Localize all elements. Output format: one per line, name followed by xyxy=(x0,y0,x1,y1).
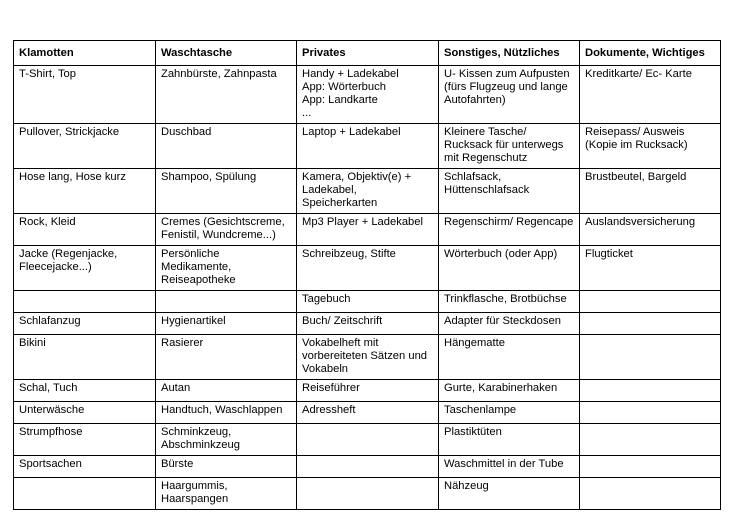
table-cell-waschtasche: Hygienartikel xyxy=(156,313,297,335)
table-cell-waschtasche: Handtuch, Waschlappen xyxy=(156,402,297,424)
table-cell-sonstiges: Kleinere Tasche/ Rucksack für unterwegs mit Regenschutz xyxy=(439,124,580,169)
table-cell-klamotten: T-Shirt, Top xyxy=(14,66,156,124)
table-cell-dokumente xyxy=(580,456,721,478)
table-cell-klamotten: Strumpfhose xyxy=(14,424,156,456)
table-cell-dokumente: Brustbeutel, Bargeld xyxy=(580,169,721,214)
table-cell-dokumente xyxy=(580,424,721,456)
table-cell-waschtasche: Duschbad xyxy=(156,124,297,169)
table-row xyxy=(14,291,721,313)
table-row xyxy=(14,380,721,402)
table-row xyxy=(14,169,721,214)
table-cell-waschtasche: Schminkzeug, Abschminkzeug xyxy=(156,424,297,456)
table-cell-waschtasche: Shampoo, Spülung xyxy=(156,169,297,214)
column-header-klamotten: Klamotten xyxy=(14,41,156,66)
column-header-dokumente: Dokumente, Wichtiges xyxy=(580,41,721,66)
table-cell-klamotten: Schlafanzug xyxy=(14,313,156,335)
table-cell-privates: Laptop + Ladekabel xyxy=(297,124,439,169)
table-row xyxy=(14,402,721,424)
table-row xyxy=(14,335,721,380)
table-cell-sonstiges: Hängematte xyxy=(439,335,580,380)
table-cell-sonstiges: Waschmittel in der Tube xyxy=(439,456,580,478)
table-cell-dokumente: Flugticket xyxy=(580,246,721,291)
table-cell-waschtasche xyxy=(156,291,297,313)
table-cell-klamotten xyxy=(14,478,156,510)
table-cell-klamotten: Unterwäsche xyxy=(14,402,156,424)
table-cell-privates: Kamera, Objektiv(e) + Ladekabel, Speicherkarten xyxy=(297,169,439,214)
table-row xyxy=(14,246,721,291)
table-cell-klamotten xyxy=(14,291,156,313)
table-header-row xyxy=(14,41,721,66)
table-cell-klamotten: Rock, Kleid xyxy=(14,214,156,246)
table-cell-dokumente: Auslandsversicherung xyxy=(580,214,721,246)
table-cell-dokumente xyxy=(580,402,721,424)
table-cell-dokumente xyxy=(580,291,721,313)
table-cell-dokumente: Kreditkarte/ Ec- Karte xyxy=(580,66,721,124)
table-row xyxy=(14,124,721,169)
table-cell-klamotten: Bikini xyxy=(14,335,156,380)
table-cell-sonstiges: Nähzeug xyxy=(439,478,580,510)
table-cell-privates: Vokabelheft mit vorbereiteten Sätzen und Vokabeln xyxy=(297,335,439,380)
table-cell-privates: Tagebuch xyxy=(297,291,439,313)
table-cell-privates xyxy=(297,478,439,510)
table-cell-privates: Mp3 Player + Ladekabel xyxy=(297,214,439,246)
table-cell-dokumente: Reisepass/ Ausweis (Kopie im Rucksack) xyxy=(580,124,721,169)
packing-list-table xyxy=(13,40,721,510)
column-header-waschtasche: Waschtasche xyxy=(156,41,297,66)
column-header-privates: Privates xyxy=(297,41,439,66)
table-cell-waschtasche: Haargummis, Haarspangen xyxy=(156,478,297,510)
table-cell-sonstiges: Gurte, Karabinerhaken xyxy=(439,380,580,402)
table-cell-privates: Adressheft xyxy=(297,402,439,424)
column-header-sonstiges: Sonstiges, Nützliches xyxy=(439,41,580,66)
table-row xyxy=(14,214,721,246)
table-cell-sonstiges: Trinkflasche, Brotbüchse xyxy=(439,291,580,313)
table-cell-privates: Handy + Ladekabel App: Wörterbuch App: Landkarte ... xyxy=(297,66,439,124)
table-cell-klamotten: Hose lang, Hose kurz xyxy=(14,169,156,214)
table-cell-waschtasche: Autan xyxy=(156,380,297,402)
table-cell-sonstiges: Schlafsack, Hüttenschlafsack xyxy=(439,169,580,214)
table-cell-sonstiges: Regenschirm/ Regencape xyxy=(439,214,580,246)
table-row xyxy=(14,478,721,510)
table-cell-sonstiges: Plastiktüten xyxy=(439,424,580,456)
table-cell-privates: Buch/ Zeitschrift xyxy=(297,313,439,335)
table-cell-dokumente xyxy=(580,478,721,510)
table-cell-waschtasche: Rasierer xyxy=(156,335,297,380)
table-body xyxy=(14,66,721,510)
table-row xyxy=(14,313,721,335)
table-cell-klamotten: Pullover, Strickjacke xyxy=(14,124,156,169)
table-row xyxy=(14,66,721,124)
table-cell-sonstiges: Adapter für Steckdosen xyxy=(439,313,580,335)
table-cell-waschtasche: Cremes (Gesichtscreme, Fenistil, Wundcreme...) xyxy=(156,214,297,246)
table-cell-sonstiges: U- Kissen zum Aufpusten (fürs Flugzeug und lange Autofahrten) xyxy=(439,66,580,124)
table-cell-privates: Reiseführer xyxy=(297,380,439,402)
table-cell-waschtasche: Zahnbürste, Zahnpasta xyxy=(156,66,297,124)
table-cell-privates xyxy=(297,456,439,478)
table-cell-dokumente xyxy=(580,380,721,402)
table-row xyxy=(14,456,721,478)
table-cell-sonstiges: Wörterbuch (oder App) xyxy=(439,246,580,291)
table-cell-dokumente xyxy=(580,313,721,335)
table-cell-dokumente xyxy=(580,335,721,380)
table-cell-waschtasche: Bürste xyxy=(156,456,297,478)
table-cell-sonstiges: Taschenlampe xyxy=(439,402,580,424)
table-cell-klamotten: Jacke (Regenjacke, Fleecejacke...) xyxy=(14,246,156,291)
table-cell-privates: Schreibzeug, Stifte xyxy=(297,246,439,291)
table-cell-klamotten: Schal, Tuch xyxy=(14,380,156,402)
table-cell-waschtasche: Persönliche Medikamente, Reiseapotheke xyxy=(156,246,297,291)
table-cell-klamotten: Sportsachen xyxy=(14,456,156,478)
table-row xyxy=(14,424,721,456)
table-cell-privates xyxy=(297,424,439,456)
